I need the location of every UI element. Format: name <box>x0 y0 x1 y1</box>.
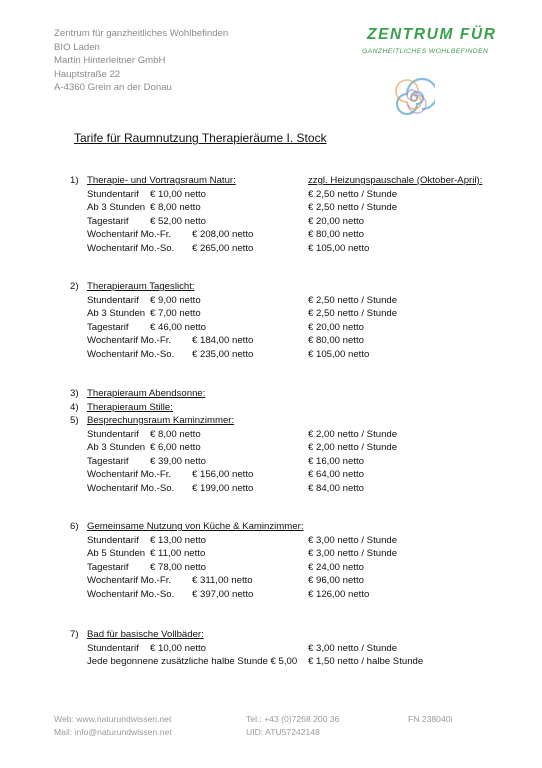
tariff-label: Tagestarif <box>87 455 129 467</box>
heating-value: € 2,00 netto / Stunde <box>308 442 398 453</box>
tariff-row <box>0 189 542 202</box>
tariff-row <box>0 229 542 242</box>
page-title: Tarife für Raumnutzung Therapieräume I. Stock <box>74 131 327 145</box>
tariff-label: Ab 5 Stunden <box>87 548 146 559</box>
heating-value: € 2,50 netto / Stunde <box>308 202 398 213</box>
tariff-label: Stundentarif <box>87 294 139 306</box>
tariff-label: Stundentarif <box>87 428 139 440</box>
tariff-row <box>0 216 542 229</box>
tariff-value: € 8,00 netto <box>150 202 201 213</box>
tariff-value: € 13,00 netto <box>150 534 207 546</box>
tariff-row <box>0 349 542 362</box>
tariff-row <box>0 589 542 602</box>
tariff-value: € 39,00 netto <box>150 455 207 467</box>
heating-value: € 3,00 netto / Stunde <box>308 534 398 546</box>
tariff-value: € 9,00 netto <box>150 294 201 306</box>
heating-heading: zzgl. Heizungspauschale (Oktober-April): <box>308 175 483 186</box>
address-line-shop: BIO Laden <box>54 41 100 53</box>
tariff-row <box>0 295 542 308</box>
section-heading: Therapieraum Abendsonne: <box>87 388 206 399</box>
logo-shell-icon <box>393 76 435 125</box>
heating-value: € 80,00 netto <box>308 229 365 240</box>
tariff-label: Wochentarif Mo.-Fr. <box>87 575 172 586</box>
tariff-row <box>0 243 542 256</box>
tariff-row <box>0 575 542 588</box>
tariff-row <box>0 562 542 575</box>
section-heading: Therapieraum Tageslicht: <box>87 281 195 292</box>
section-number: 4) <box>70 401 79 413</box>
footer-web[interactable]: Web: www.naturundwissen.net <box>54 714 172 724</box>
section-heading: Gemeinsame Nutzung von Küche & Kaminzimmer: <box>87 521 304 532</box>
tariff-value: € 265,00 netto <box>192 242 254 254</box>
tariff-label: Wochentarif Mo.-Fr. <box>87 335 172 346</box>
tariff-row <box>0 429 542 442</box>
tariff-row <box>0 643 542 656</box>
heating-value: € 2,50 netto / Stunde <box>308 308 398 319</box>
footer-mail[interactable]: Mail: info@naturundwissen.net <box>54 727 172 737</box>
footer-fn: FN 238040i <box>408 714 453 724</box>
address-line-owner: Martin Hinterleitner GmbH <box>54 55 166 66</box>
address-line-city: A-4360 Grein an der Donau <box>54 82 172 93</box>
tariff-value: € 10,00 netto <box>150 188 207 200</box>
heating-value: € 126,00 netto <box>308 588 370 600</box>
tariff-value: € 235,00 netto <box>192 348 254 360</box>
tariff-label: Wochentarif Mo.-Fr. <box>87 469 172 480</box>
heating-value: € 80,00 netto <box>308 335 365 346</box>
tariff-row <box>0 548 542 561</box>
tariff-row <box>0 535 542 548</box>
tariff-label: Wochentarif Mo.-So. <box>87 348 175 360</box>
tariff-label: Tagestarif <box>87 561 129 573</box>
tariff-label: Ab 3 Stunden <box>87 442 146 453</box>
heating-value: € 2,50 netto / Stunde <box>308 294 398 306</box>
tariff-value: € 10,00 netto <box>150 642 207 654</box>
tariff-value: € 208,00 netto <box>192 229 254 240</box>
tariff-label: Ab 3 Stunden <box>87 202 146 213</box>
address-line-street: Hauptstraße 22 <box>54 68 121 80</box>
section-heading: Therapieraum Stille: <box>87 401 173 413</box>
tariff-row <box>0 483 542 496</box>
tariff-row <box>0 442 542 455</box>
section-number: 2) <box>70 281 79 292</box>
section-number: 6) <box>70 521 79 532</box>
section-heading: Besprechungsraum Kaminzimmer: <box>87 415 235 426</box>
heating-value: € 20,00 netto <box>308 215 365 227</box>
footer-tel: Tel.: +43 (0)7268 200 36 <box>246 714 340 724</box>
tariff-value: € 7,00 netto <box>150 308 201 319</box>
tariff-row <box>0 456 542 469</box>
tariff-value: € 397,00 netto <box>192 588 254 600</box>
footer-uid: UID: ATU57242148 <box>246 727 320 737</box>
tariff-label: Wochentarif Mo.-So. <box>87 482 175 494</box>
tariff-row <box>0 335 542 348</box>
tariff-row <box>0 656 542 669</box>
heating-value: € 105,00 netto <box>308 242 370 254</box>
heating-value: € 20,00 netto <box>308 321 365 333</box>
tariff-value: € 78,00 netto <box>150 561 207 573</box>
heating-value: € 105,00 netto <box>308 348 370 360</box>
tariff-value: € 184,00 netto <box>192 335 254 346</box>
logo-subtitle: GANZHEITLICHES WOHLBEFINDEN <box>362 48 489 55</box>
tariff-row <box>0 308 542 321</box>
tariff-label: Wochentarif Mo.-Fr. <box>87 229 172 240</box>
tariff-row <box>0 469 542 482</box>
heating-value: € 2,50 netto / Stunde <box>308 188 398 200</box>
heating-value: € 96,00 netto <box>308 575 365 586</box>
tariff-row <box>0 322 542 335</box>
section-number: 3) <box>70 388 79 399</box>
tariff-label: Stundentarif <box>87 188 139 200</box>
section-heading: Bad für basische Vollbäder: <box>87 629 204 640</box>
tariff-label: Wochentarif Mo.-So. <box>87 588 175 600</box>
section-heading: Therapie- und Vortragsraum Natur: <box>87 175 236 186</box>
tariff-label: Tagestarif <box>87 321 129 333</box>
tariff-label: Wochentarif Mo.-So. <box>87 242 175 254</box>
heating-value: € 3,00 netto / Stunde <box>308 642 398 654</box>
tariff-row <box>0 202 542 215</box>
heating-value: € 64,00 netto <box>308 469 365 480</box>
logo-title: ZENTRUM FÜR <box>367 26 497 43</box>
tariff-value: € 311,00 netto <box>192 575 253 586</box>
section-number: 7) <box>70 629 79 640</box>
heating-value: € 3,00 netto / Stunde <box>308 548 398 559</box>
tariff-label: Stundentarif <box>87 642 139 654</box>
tariff-value: € 8,00 netto <box>150 428 201 440</box>
tariff-label: Ab 3 Stunden <box>87 308 146 319</box>
heating-value: € 1,50 netto / halbe Stunde <box>308 656 424 667</box>
tariff-value: € 11,00 netto <box>150 548 206 559</box>
heating-value: € 2,00 netto / Stunde <box>308 428 398 440</box>
address-line-company: Zentrum für ganzheitliches Wohlbefinden <box>54 28 229 39</box>
tariff-value: € 6,00 netto <box>150 442 201 453</box>
tariff-label: Jede begonnene zusätzliche halbe Stunde € 5,00 <box>87 656 298 667</box>
heating-value: € 24,00 netto <box>308 561 365 573</box>
tariff-value: € 46,00 netto <box>150 321 207 333</box>
tariff-value: € 156,00 netto <box>192 469 254 480</box>
tariff-value: € 199,00 netto <box>192 482 254 494</box>
address-block <box>54 27 228 95</box>
heating-value: € 16,00 netto <box>308 455 365 467</box>
tariff-label: Tagestarif <box>87 215 129 227</box>
heating-value: € 84,00 netto <box>308 482 365 494</box>
tariff-label: Stundentarif <box>87 534 139 546</box>
section-number: 5) <box>70 415 79 426</box>
section-number: 1) <box>70 175 79 186</box>
tariff-value: € 52,00 netto <box>150 215 207 227</box>
